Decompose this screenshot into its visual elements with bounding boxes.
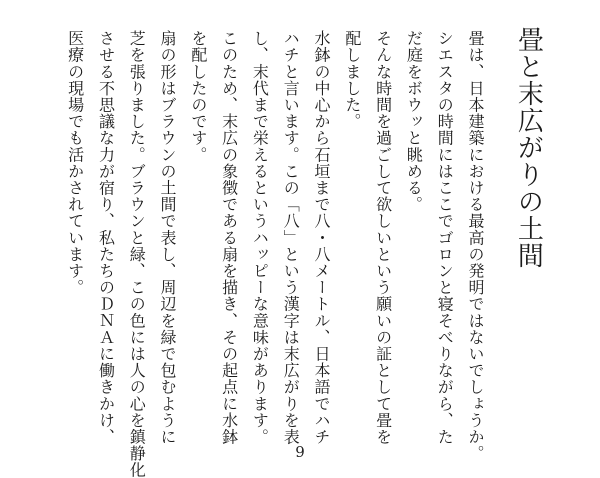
text-line: 畳は、日本建築における最高の発明ではないでしょうか。 <box>466 30 485 462</box>
text-line: し、末代まで栄えるというハッピーな意味があります。 <box>250 30 270 445</box>
text-line: 水鉢の中心から石垣まで八・八メートル、日本語でハチ <box>312 30 332 445</box>
text-line: 扇の形はブラウンの土間で表し、周辺を緑で包むように <box>158 30 178 445</box>
text-line: ハチと言います。この「八」という漢字は末広がりを表 <box>281 30 301 445</box>
page-title: 畳と末広がりの土間 <box>513 26 544 269</box>
text-line: だ庭をボウッと眺める。 <box>404 30 424 213</box>
text-line: このため、末広の象徴である扇を描き、その起点に水鉢 <box>219 30 239 445</box>
text-line: 配しました。 <box>342 30 362 130</box>
text-line: させる不思議な力が宿り、私たちのＤＮＡに働きかけ、 <box>96 30 116 445</box>
text-line: シエスタの時間にはここでゴロンと寝そべりながら、た <box>435 30 455 445</box>
text-line: 芝を張りました。ブラウンと緑、この色には人の心を鎮静化 <box>127 30 147 478</box>
body-text <box>65 30 490 478</box>
text-line: そんな時間を過ごして欲しいという願いの証として畳を <box>373 30 393 445</box>
text-line: 医療の現場でも活かされています。 <box>65 30 85 296</box>
text-line: を配したのです。 <box>188 30 208 163</box>
page-number: 9 <box>295 443 305 461</box>
